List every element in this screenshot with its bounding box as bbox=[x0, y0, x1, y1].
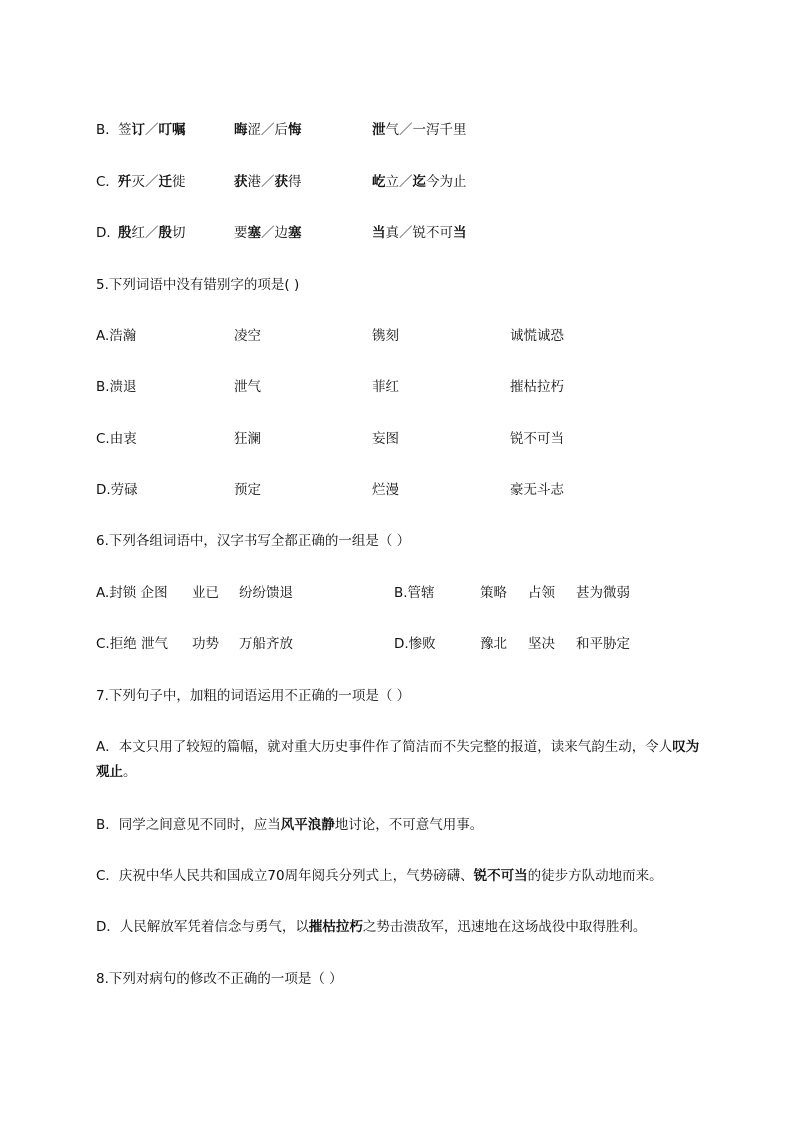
option-label: D． bbox=[96, 225, 120, 241]
word-bold: 殷 bbox=[158, 225, 172, 241]
word-pair bbox=[234, 223, 302, 243]
q5-cell: 诚慌诚恐 bbox=[510, 328, 564, 344]
word-pair bbox=[118, 172, 186, 192]
word-text: 港 bbox=[247, 174, 261, 190]
word-pair bbox=[234, 120, 302, 140]
word-pair bbox=[118, 223, 186, 243]
q7-option-d bbox=[96, 917, 646, 937]
sentence-text: A．本文只用了较短的篇幅，就对重大历史事件作了简洁而不失完整的报道，读来气韵生动，令人 bbox=[96, 739, 673, 755]
word-bold: 塞 bbox=[247, 225, 261, 241]
word-bold: 屹 bbox=[372, 174, 386, 190]
word-pair bbox=[234, 172, 302, 192]
option-label: B． bbox=[96, 122, 119, 138]
q5-cell: 狂澜 bbox=[234, 431, 261, 447]
q5-cell: 镌刻 bbox=[372, 328, 399, 344]
q6-cell: C.拒绝 泄气 bbox=[96, 636, 169, 652]
word-bold: 迁 bbox=[158, 174, 172, 190]
word-text: 边 bbox=[274, 225, 288, 241]
q6-cell: 纷纷馈退 bbox=[239, 585, 293, 601]
sentence-text: 的徒步方队动地而来。 bbox=[527, 868, 663, 884]
q7-question: 7.下列句子中，加粗的词语运用不正确的一项是（ ） bbox=[96, 688, 411, 704]
word-text: 一泻千里 bbox=[412, 122, 467, 138]
q5-cell: 摧枯拉朽 bbox=[510, 379, 564, 395]
q6-cell: 坚决 bbox=[528, 636, 555, 652]
q5-cell: 锐不可当 bbox=[510, 431, 564, 447]
word-text: 切 bbox=[172, 225, 186, 241]
word-pair bbox=[372, 172, 467, 192]
q5-cell: C.由衷 bbox=[96, 431, 137, 447]
word-bold: 当 bbox=[372, 225, 386, 241]
separator: ／ bbox=[399, 174, 413, 190]
q6-cell: 策略 bbox=[480, 585, 507, 601]
bold-phrase: 锐不可当 bbox=[473, 868, 528, 884]
sentence-text: C．庆祝中华人民共和国成立70周年阅兵分列式上，气势磅礴、 bbox=[96, 868, 474, 884]
bold-phrase: 摧枯拉朽 bbox=[308, 919, 363, 935]
separator: ／ bbox=[261, 174, 275, 190]
word-bold: 晦 bbox=[234, 122, 248, 138]
sentence-text: 之势击溃敌军，迅速地在这场战役中取得胜利。 bbox=[362, 919, 647, 935]
q7-option-b bbox=[96, 815, 483, 835]
separator: ／ bbox=[261, 225, 275, 241]
q5-cell: B.溃退 bbox=[96, 379, 137, 395]
q6-cell: D.惨败 bbox=[394, 636, 436, 652]
word-bold: 获 bbox=[274, 174, 288, 190]
separator: ／ bbox=[399, 225, 413, 241]
separator: ／ bbox=[145, 174, 159, 190]
q5-cell: 豪无斗志 bbox=[510, 482, 564, 498]
word-pair bbox=[372, 223, 467, 243]
word-text: 要 bbox=[234, 225, 248, 241]
q6-cell: 和平胁定 bbox=[576, 636, 630, 652]
q6-cell: 万船齐放 bbox=[239, 636, 293, 652]
q6-question: 6.下列各组词语中，汉字书写全都正确的一组是（ ） bbox=[96, 533, 411, 549]
word-text: 灭 bbox=[131, 174, 145, 190]
word-bold: 当 bbox=[453, 225, 467, 241]
q5-cell: 菲红 bbox=[372, 379, 399, 395]
q5-cell: 凌空 bbox=[234, 328, 261, 344]
word-text: 气 bbox=[385, 122, 399, 138]
separator: ／ bbox=[145, 122, 159, 138]
word-text: 涩 bbox=[247, 122, 261, 138]
separator: ／ bbox=[399, 122, 413, 138]
q6-cell: 业已 bbox=[192, 585, 219, 601]
sentence-text: 。 bbox=[123, 764, 137, 780]
separator: ／ bbox=[261, 122, 275, 138]
word-text: 真 bbox=[385, 225, 399, 241]
word-text: 红 bbox=[131, 225, 145, 241]
bold-phrase: 叹为观止 bbox=[96, 739, 700, 780]
q6-cell: 豫北 bbox=[480, 636, 507, 652]
sentence-text: D．人民解放军凭着信念与勇气，以 bbox=[96, 919, 309, 935]
q6-cell: 甚为微弱 bbox=[576, 585, 630, 601]
word-bold: 歼 bbox=[118, 174, 132, 190]
word-text: 立 bbox=[385, 174, 399, 190]
word-text: 得 bbox=[288, 174, 302, 190]
q6-cell: A.封锁 企图 bbox=[96, 585, 168, 601]
option-label: C． bbox=[96, 174, 119, 190]
word-bold: 迄 bbox=[412, 174, 426, 190]
word-bold: 订 bbox=[131, 122, 145, 138]
word-text: 徙 bbox=[172, 174, 186, 190]
word-bold: 塞 bbox=[288, 225, 302, 241]
word-bold: 泄 bbox=[372, 122, 386, 138]
word-text: 锐不可 bbox=[412, 225, 453, 241]
word-bold: 殷 bbox=[118, 225, 132, 241]
word-bold: 叮嘱 bbox=[158, 122, 186, 138]
q5-cell: A.浩瀚 bbox=[96, 328, 137, 344]
q7-option-c bbox=[96, 866, 663, 886]
q6-cell: B.管辖 bbox=[394, 585, 435, 601]
word-bold: 悔 bbox=[288, 122, 302, 138]
q8-question: 8.下列对病句的修改不正确的一项是（ ） bbox=[96, 971, 343, 987]
separator: ／ bbox=[145, 225, 159, 241]
q6-cell: 占领 bbox=[528, 585, 555, 601]
sentence-text: 地讨论，不可意气用事。 bbox=[334, 817, 484, 833]
q6-cell: 功势 bbox=[192, 636, 219, 652]
q5-cell: D.劳碌 bbox=[96, 482, 138, 498]
q5-cell: 烂漫 bbox=[372, 482, 399, 498]
sentence-text: B．同学之间意见不同时，应当 bbox=[96, 817, 281, 833]
q5-question: 5.下列词语中没有错别字的项是( ) bbox=[96, 277, 300, 293]
word-text: 签 bbox=[118, 122, 132, 138]
q5-cell: 妄图 bbox=[372, 431, 399, 447]
q5-cell: 泄气 bbox=[234, 379, 261, 395]
q7-option-a bbox=[96, 735, 706, 785]
word-text: 今为止 bbox=[426, 174, 467, 190]
word-text: 后 bbox=[274, 122, 288, 138]
word-pair bbox=[372, 120, 467, 140]
word-bold: 获 bbox=[234, 174, 248, 190]
q5-cell: 预定 bbox=[234, 482, 261, 498]
word-pair bbox=[118, 120, 186, 140]
bold-phrase: 风平浪静 bbox=[280, 817, 335, 833]
